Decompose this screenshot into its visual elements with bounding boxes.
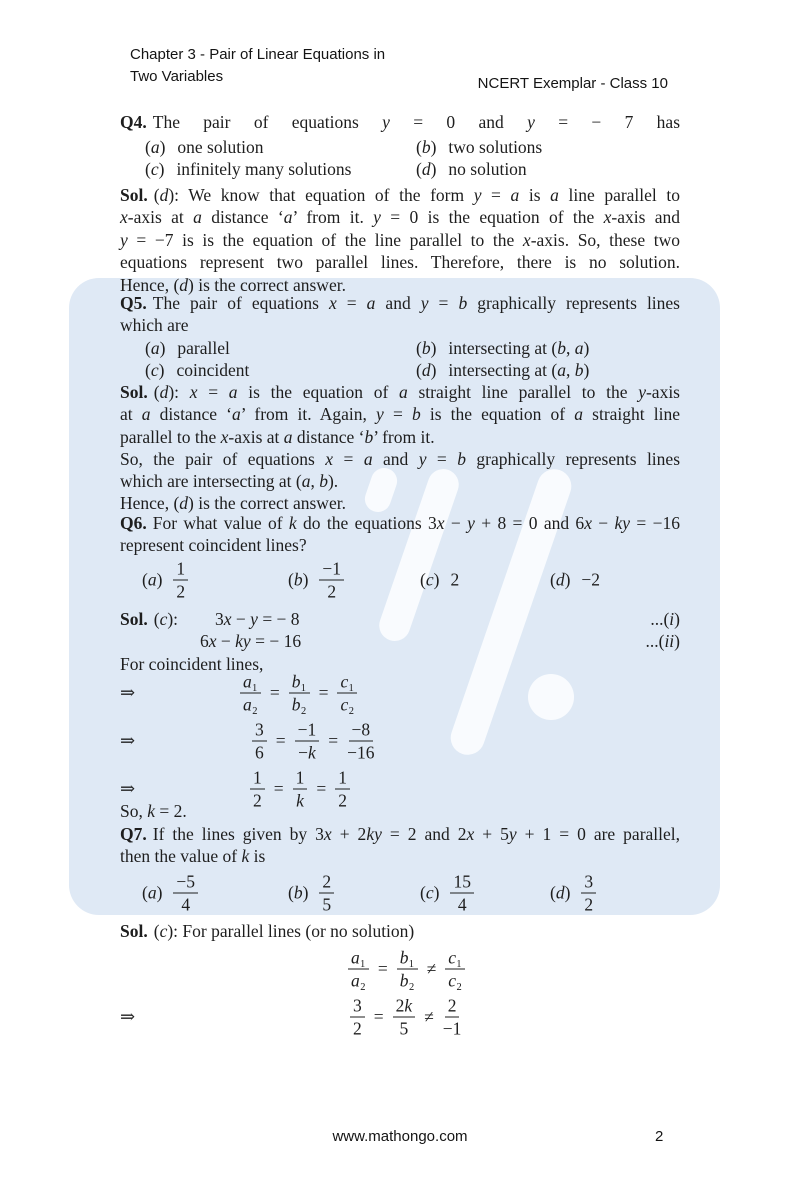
q4-text: The pair of equations y = 0 and y = − 7 has — [152, 112, 681, 132]
q6-question-line2: represent coincident lines? — [120, 535, 307, 555]
q6-result-line: So, k = 2. — [120, 801, 187, 821]
q4-sol-line4: equations represent two parallel lines. Therefore, there is no solution. — [120, 252, 680, 272]
implies-arrow-icon: ⇒ — [120, 1006, 136, 1027]
fraction: $\frac{\text{a₁}}{\text{a₂}}$ — [348, 948, 369, 991]
fraction: $\frac{-1}{-k}$ — [295, 720, 320, 763]
q4-label: Q4. — [120, 112, 147, 132]
fraction: $\frac{2}{-1}$ — [442, 995, 462, 1039]
q4-sol-line3: y = −7 is is the equation of the line parallel to the x-axis. So, these two — [120, 230, 680, 250]
q4-question-line — [120, 111, 680, 133]
footer-page-number: 2 — [655, 1128, 664, 1145]
fraction: $\frac{2k}{5}$ — [393, 996, 416, 1039]
implies-arrow-icon: ⇒ — [120, 682, 136, 703]
q7-option-d: (d) $\frac{3}{2}$ — [550, 872, 596, 915]
fraction: $\frac{1}{2}$ — [250, 768, 265, 811]
page-body — [120, 0, 680, 1194]
fraction: $\frac{1}{k}$ — [293, 768, 308, 811]
q4-sol-line5: Hence, (d) is the correct answer. — [120, 275, 346, 295]
fraction: $\frac{\text{c₁}}{\text{c₂}}$ — [337, 672, 357, 715]
q4-sol-line1: Sol. (d): We know that equation of the form y = a is a line parallel to — [120, 185, 680, 205]
q6-option-c: (c) 2 — [420, 569, 460, 590]
fraction: $\frac{-5}{4}$ — [173, 872, 198, 915]
q6-text: For what value of k do the equations 3x − y + 8 = 0 and 6x − ky = −16 — [152, 513, 680, 533]
implies-arrow-icon: ⇒ — [120, 730, 136, 751]
q6-option-b: (b) $\frac{-1}{2}$ — [288, 559, 344, 602]
chapter-title-line1: Chapter 3 - Pair of Linear Equations in — [130, 46, 386, 63]
q5-option-c: (c) coincident — [145, 360, 250, 380]
q4-sol-label: Sol. — [120, 185, 148, 205]
fraction: $\frac{3}{6}$ — [252, 720, 267, 763]
q7-option-b: (b) $\frac{2}{5}$ — [288, 872, 334, 915]
fraction: $\frac{\text{b₁}}{\text{b₂}}$ — [397, 948, 418, 991]
q7-fraction-row2: ⇒ $\frac{3}{2}$ = $\frac{2k}{5}$ ≠ $\frac{2}{-1}$ — [120, 995, 462, 1039]
implies-arrow-icon: ⇒ — [120, 778, 136, 799]
q5-question-line1 — [120, 292, 680, 314]
header-book-title: NCERT Exemplar - Class 10 — [477, 75, 668, 92]
q5-sol-line4: So, the pair of equations x = a and y = b graphically represents lines — [120, 449, 680, 469]
q6-option-d: (d) −2 — [550, 569, 601, 590]
fraction: $\frac{15}{4}$ — [450, 872, 474, 915]
q6-equation-1-tag: ...(i) — [650, 609, 680, 629]
q7-sol-line: Sol. (c): For parallel lines (or no solution) — [120, 921, 415, 941]
q7-question-line2: then the value of k is — [120, 846, 266, 866]
q7-option-c: (c) $\frac{15}{4}$ — [420, 872, 474, 915]
q5-sol-line3: parallel to the x-axis at a distance ‘b’ from it. — [120, 427, 435, 447]
q4-option-c: (c) infinitely many solutions — [145, 159, 352, 179]
fraction: $\frac{\text{a₁}}{\text{a₂}}$ — [240, 672, 261, 715]
fraction: $\frac{-1}{2}$ — [319, 559, 344, 602]
fraction: $\frac{1}{2}$ — [335, 768, 350, 811]
q5-question-line2: which are — [120, 315, 189, 335]
q6-fraction-row1: ⇒ $\frac{\text{a₁}}{\text{a₂}}$ = $\frac{\text{b₁}}{\text{b₂}}$ = $\frac{\text{c₁}}{\text{c₂}}$ — [120, 669, 680, 717]
q4-option-a: (a) one solution — [145, 137, 264, 157]
q5-sol-line5: which are intersecting at (a, b). — [120, 471, 339, 491]
fraction: $\frac{2}{5}$ — [319, 872, 334, 915]
q6-fraction-row2: ⇒ $\frac{3}{6}$ = $\frac{-1}{-k}$ = $\frac{-8}{-16}$ — [120, 719, 375, 763]
q7-options-row — [120, 869, 680, 917]
q7-question-line1 — [120, 823, 680, 845]
q5-option-b: (b) intersecting at (b, a) — [416, 338, 590, 358]
footer-site-url: www.mathongo.com — [332, 1128, 468, 1145]
chapter-title-line2: Two Variables — [130, 68, 224, 85]
q6-sol-label: Sol. (c): — [120, 609, 179, 629]
fraction: $\frac{3}{2}$ — [350, 996, 365, 1039]
fraction: $\frac{1}{2}$ — [173, 559, 188, 602]
q7-label: Q7. — [120, 824, 147, 844]
q6-condition-line: For coincident lines, — [120, 654, 264, 674]
q6-label: Q6. — [120, 513, 147, 533]
q6-question-line1 — [120, 512, 680, 534]
q7-sol-label: Sol. — [120, 921, 148, 941]
q4-option-d: (d) no solution — [416, 159, 527, 179]
q5-label: Q5. — [120, 293, 147, 313]
q6-equation-1: 3x − y = − 8 — [215, 609, 300, 629]
q7-fraction-row1: $\frac{\text{a₁}}{\text{a₂}}$ = $\frac{\text{b₁}}{\text{b₂}}$ ≠ $\frac{\text{c₁}}{\text{c₂}}$ — [120, 945, 680, 993]
q5-sol-line6: Hence, (d) is the correct answer. — [120, 493, 346, 513]
q5-sol-line2: at a distance ‘a’ from it. Again, y = b is the equation of a straight line — [120, 404, 681, 424]
q5-text: The pair of equations x = a and y = b graphically represents lines — [152, 293, 680, 313]
q6-fraction-row3: ⇒ $\frac{1}{2}$ = $\frac{1}{k}$ = $\frac{1}{2}$ — [120, 765, 680, 813]
q6-equation-2-tag: ...(ii) — [645, 631, 680, 651]
q4-option-b: (b) two solutions — [416, 137, 543, 157]
q6-equation-2: 6x − ky = − 16 — [200, 631, 302, 651]
fraction: $\frac{-8}{-16}$ — [347, 719, 375, 763]
q7-option-a: (a) $\frac{-5}{4}$ — [142, 872, 198, 915]
q6-options-row — [120, 556, 680, 604]
q5-option-d: (d) intersecting at (a, b) — [416, 360, 590, 380]
q6-option-a: (a) $\frac{1}{2}$ — [142, 559, 188, 602]
q5-sol-label: Sol. — [120, 382, 148, 402]
fraction: $\frac{3}{2}$ — [581, 872, 596, 915]
q4-sol-line2: x-axis at a distance ‘a’ from it. y = 0 is the equation of the x-axis and — [120, 207, 681, 227]
q5-option-a: (a) parallel — [145, 338, 230, 358]
fraction: $\frac{\text{b₁}}{\text{b₂}}$ — [289, 672, 310, 715]
fraction: $\frac{\text{c₁}}{\text{c₂}}$ — [445, 948, 465, 991]
q7-text: If the lines given by 3x + 2ky = 2 and 2x + 5y + 1 = 0 are parallel, — [152, 824, 681, 844]
q5-sol-line1: Sol. (d): x = a is the equation of a straight line parallel to the y-axis — [120, 382, 680, 402]
